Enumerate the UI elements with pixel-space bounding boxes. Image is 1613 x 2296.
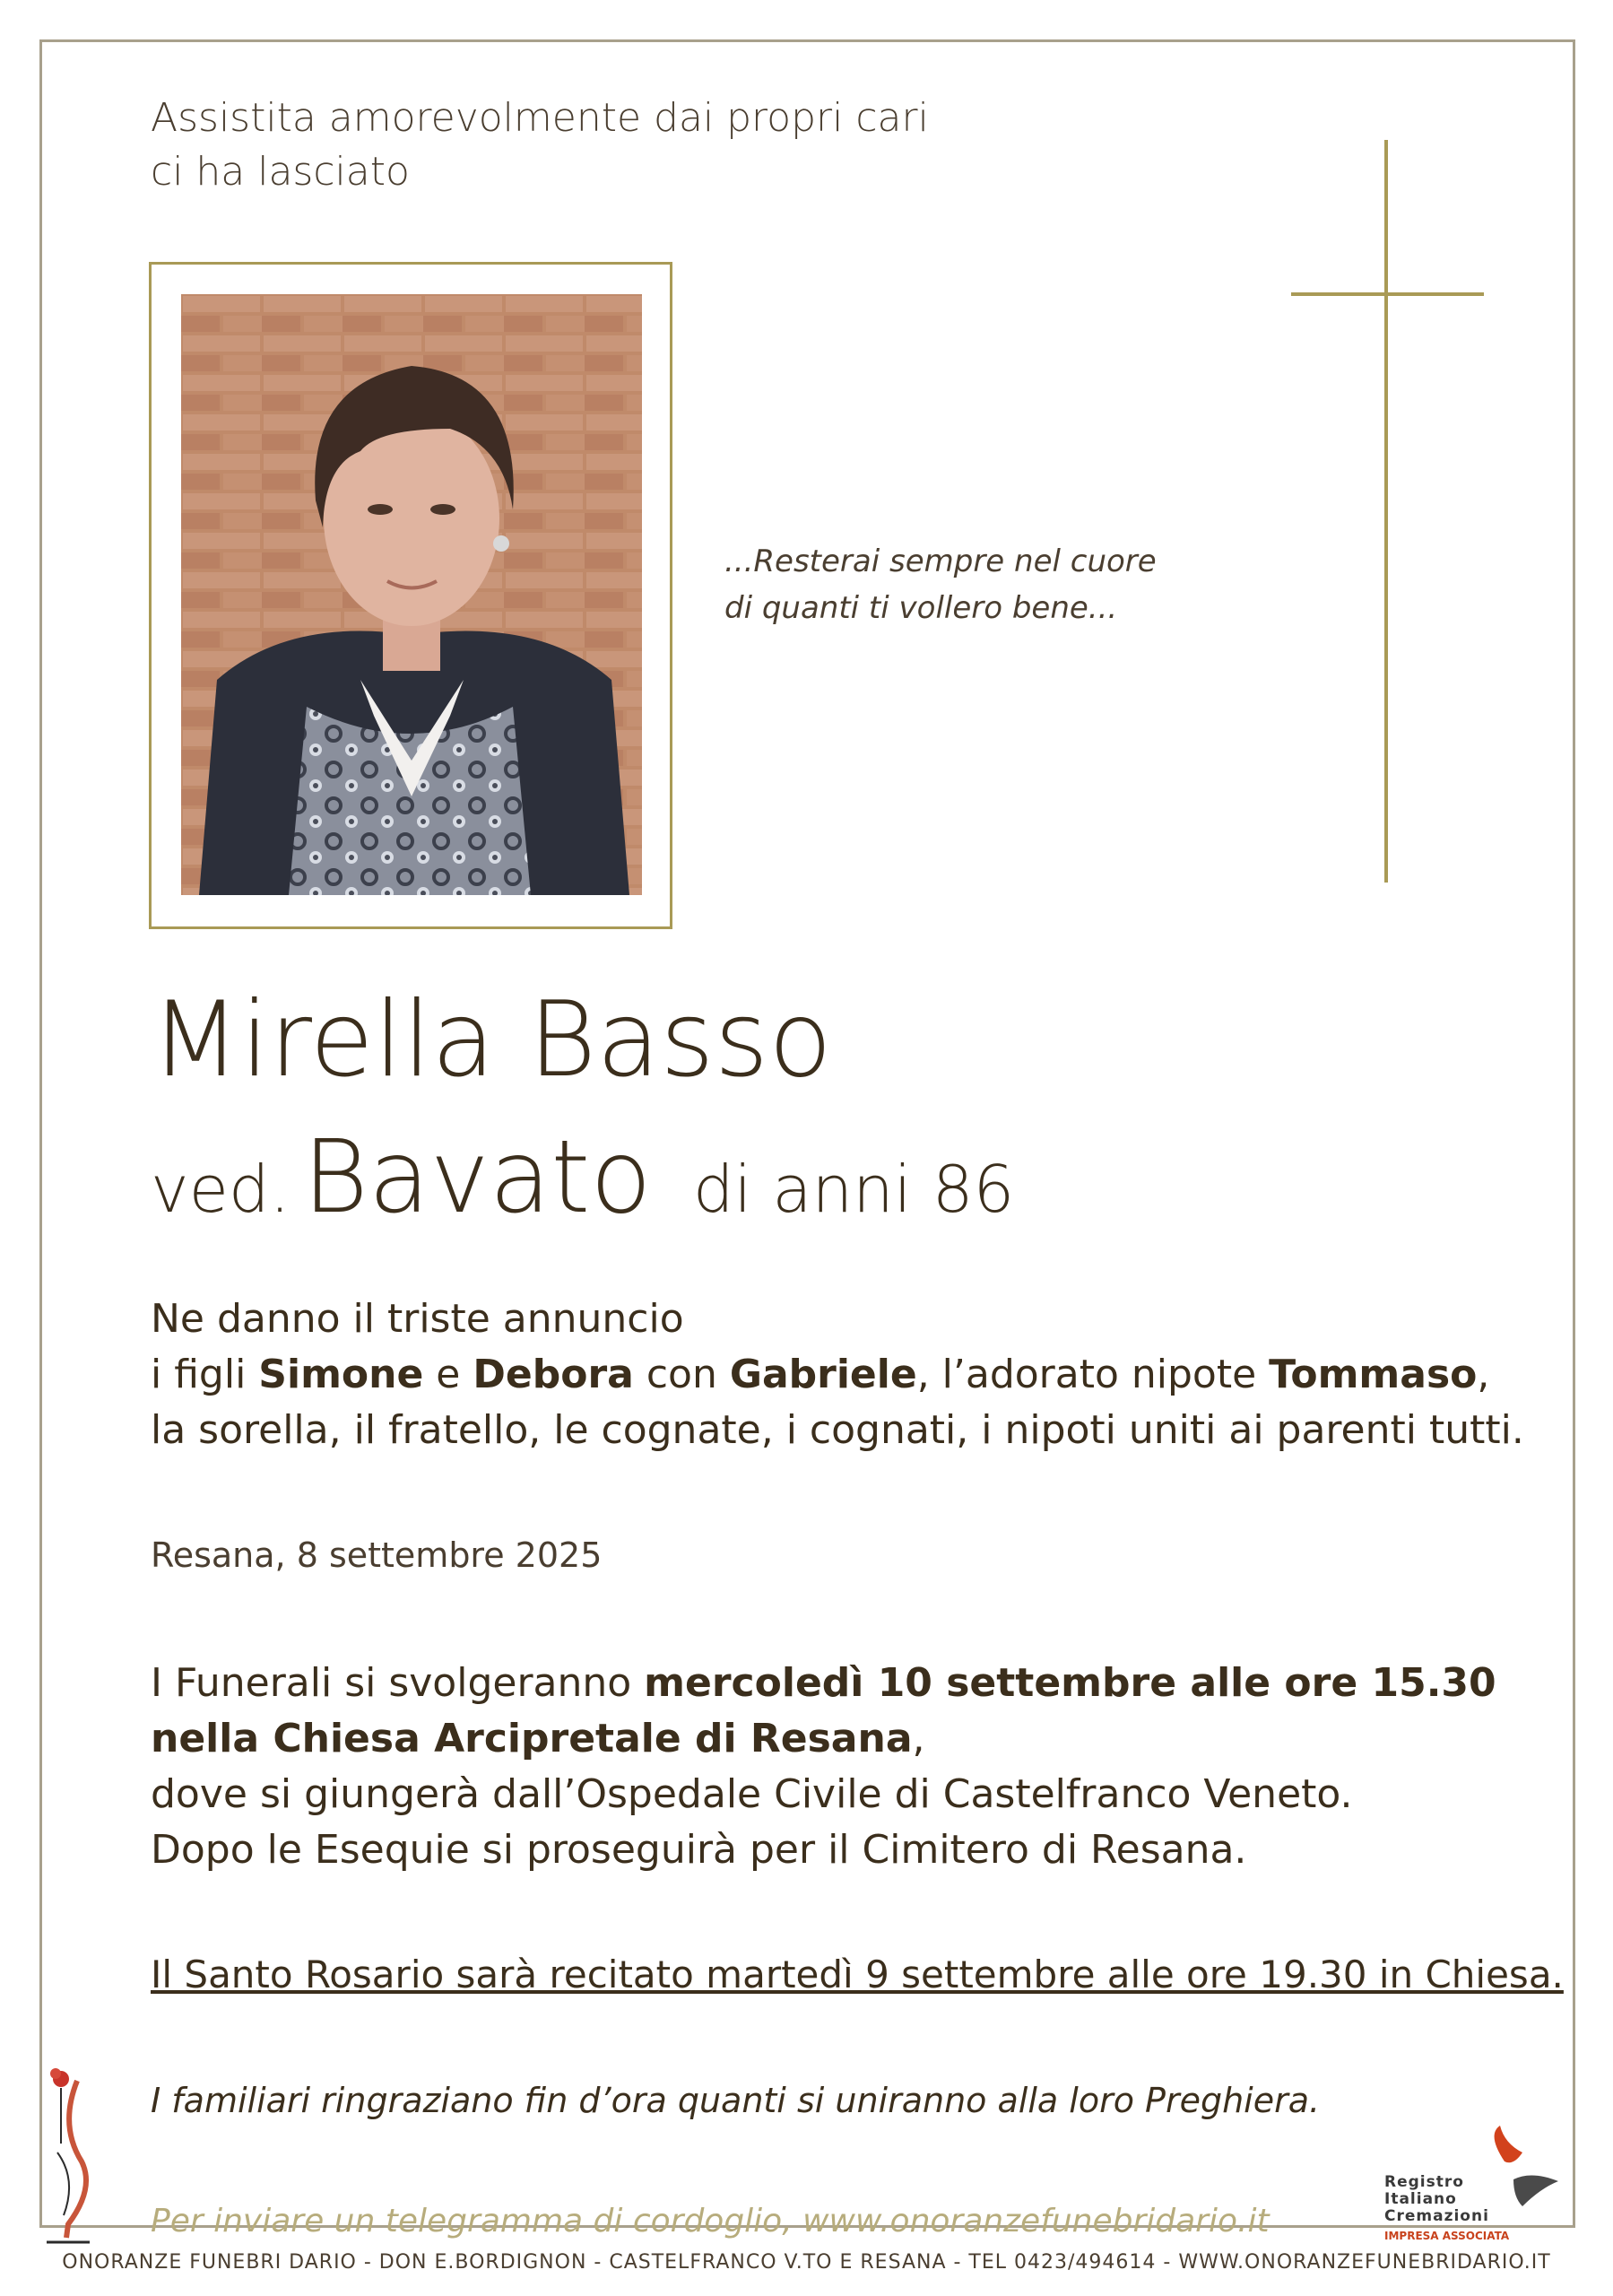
rosary-notice: Il Santo Rosario sarà recitato martedì 9 settembre alle ore 19.30 in Chiesa. — [151, 1952, 1564, 1996]
cross-icon-horizontal — [1291, 292, 1484, 296]
portrait-frame — [149, 262, 672, 929]
funeral-line-1 — [151, 1656, 1496, 1711]
deceased-married-name-line — [151, 1119, 1014, 1236]
age: di anni 86 — [692, 1152, 1015, 1227]
announcement-line-3: la sorella, il fratello, le cognate, i cognati, i nipoti uniti ai parenti tutti. — [151, 1407, 1524, 1453]
text-span: , l’adorato nipote — [916, 1352, 1270, 1397]
funeral-line-3: dove si giungerà dall’Ospedale Civile di Castelfranco Veneto. — [151, 1771, 1353, 1817]
funeral-location: nella Chiesa Arcipretale di Resana — [151, 1716, 913, 1761]
text-span: e — [423, 1352, 473, 1397]
telegram-link[interactable]: Per inviare un telegramma di cordoglio, www.onoranzefunebridario.it — [151, 2203, 1270, 2239]
thanks-note: I familiari ringraziano fin d’ora quanti si uniranno alla loro Preghiera. — [151, 2081, 1321, 2120]
funeral-line-2 — [151, 1711, 1496, 1767]
announcement — [151, 1292, 1524, 1458]
text-span: , — [1477, 1352, 1490, 1397]
deceased-name: Mirella Basso — [151, 979, 833, 1100]
funeral-line-4: Dopo le Esequie si proseguirà per il Cimitero di Resana. — [151, 1827, 1247, 1873]
logo-line-3: Cremazioni — [1384, 2207, 1489, 2225]
quote-line-1: ...Resterai sempre nel cuore — [724, 544, 1157, 579]
cremation-registry-logo — [1379, 2126, 1576, 2242]
announcement-line-1: Ne danno il triste annuncio — [151, 1296, 684, 1342]
text-span: I Funerali si svolgeranno — [151, 1660, 645, 1706]
cross-icon-vertical — [1384, 140, 1388, 883]
intro-line-2: ci ha lasciato — [151, 149, 410, 195]
intro-line-1: Assistita amorevolmente dai propri cari — [151, 95, 929, 141]
name-debora: Debora — [473, 1352, 634, 1397]
portrait-photo — [181, 294, 642, 895]
intro-text — [151, 91, 929, 199]
text-span: con — [633, 1352, 730, 1397]
name-tommaso: Tommaso — [1269, 1352, 1478, 1397]
memorial-quote — [724, 538, 1157, 631]
name-simone: Simone — [258, 1352, 424, 1397]
logo-line-2: Italiano — [1384, 2190, 1457, 2208]
logo-text — [1384, 2174, 1489, 2225]
footer-contact: ONORANZE FUNEBRI DARIO - DON E.BORDIGNON - CASTELFRANCO V.TO E RESANA - TEL 0423/494614 - WWW.ONORANZEFUNEBRIDARIO.IT — [62, 2251, 1551, 2274]
name-gabriele: Gabriele — [729, 1352, 917, 1397]
widow-prefix: ved. — [151, 1152, 291, 1227]
logo-line-1: Registro — [1384, 2173, 1464, 2191]
place-date: Resana, 8 settembre 2025 — [151, 1535, 603, 1575]
announcement-line-2 — [151, 1347, 1524, 1403]
text-span: , — [912, 1716, 925, 1761]
married-name: Bavato — [302, 1119, 652, 1236]
quote-line-2: di quanti ti vollero bene... — [724, 590, 1118, 626]
portrait-image — [181, 294, 642, 895]
funeral-info — [151, 1656, 1496, 1878]
rose-logo-icon — [41, 2054, 104, 2251]
logo-subtitle: IMPRESA ASSOCIATA — [1384, 2230, 1510, 2242]
text-span: i figli — [151, 1352, 259, 1397]
funeral-datetime: mercoledì 10 settembre alle ore 15.30 — [644, 1660, 1496, 1706]
